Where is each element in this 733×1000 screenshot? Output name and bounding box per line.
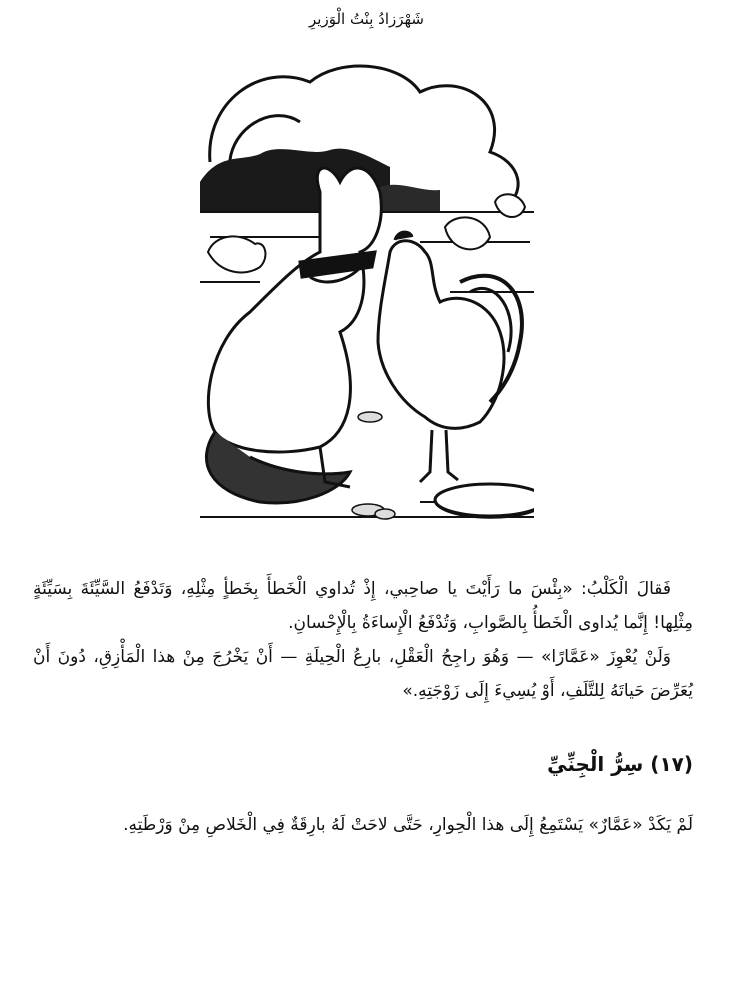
pebbles bbox=[352, 412, 395, 519]
water-bowl bbox=[435, 484, 534, 517]
dog-and-rooster-illustration bbox=[200, 62, 534, 532]
paragraph-dog-speech-2: وَلَنْ يُعْوِزَ «عَمَّارًا» — وَهُوَ راجِحُ الْعَقْلِ، بارِعُ الْحِيلَةِ — أَنْ يَخْرُجَ مِنْ هذا الْمَأْزِقِ، دُونَ أَنْ يُعَرِّضَ حَياتَهُ لِلتَّلَفِ، أَوْ يُسِيءَ إِلَى زَوْجَتِهِ.» bbox=[33, 647, 693, 701]
paragraph-dog-speech-1: فَقالَ الْكَلْبُ: «بِئْسَ ما رَأَيْتَ يا صاحِبي، إِذْ تُداوي الْخَطأَ بِخَطأٍ مِثْلِهِ، وَتَدْفَعُ السَّيِّئَةَ بِسَيِّئَةٍ مِثْلِها! إِنَّما يُداوى الْخَطأُ بِالصَّوابِ، وَتُدْفَعُ الْإِساءَةُ بِالْإِحْسانِ. bbox=[33, 579, 693, 633]
running-header: شَهْرَزادُ بِنْتُ الْوَزيرِ bbox=[309, 10, 424, 28]
dog bbox=[206, 168, 381, 503]
rooster bbox=[378, 232, 522, 482]
paragraph-section-17: لَمْ يَكَدْ «عَمَّارٌ» يَسْتَمِعُ إِلَى هذا الْحِوارِ، حَتَّى لاحَتْ لَهُ بارِقَةٌ فِي الْخَلاصِ مِنْ وَرْطَتِهِ. bbox=[123, 815, 693, 835]
section-heading: (١٧) سِرُّ الْجِنِّيِّ bbox=[547, 752, 693, 776]
